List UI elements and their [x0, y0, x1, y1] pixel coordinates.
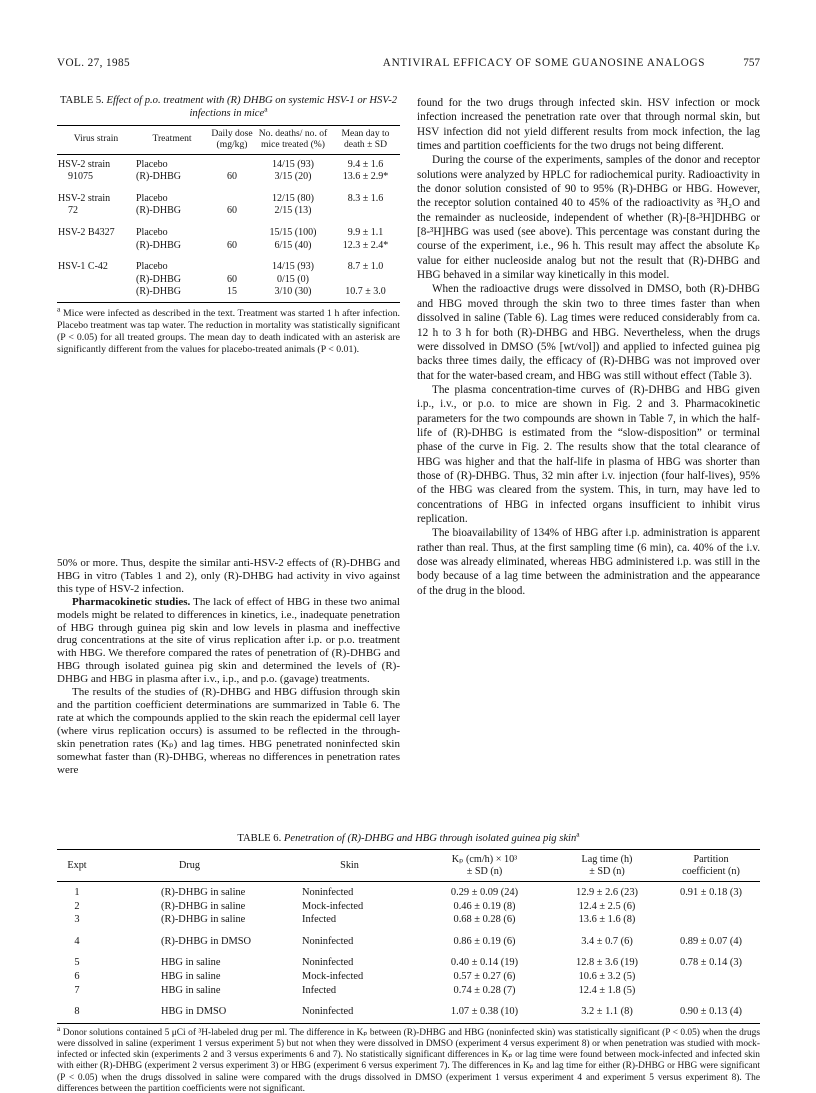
table-cell: 8 — [74, 1006, 80, 1018]
table-row — [57, 948, 760, 970]
table-cell: (R)-DHBG in saline — [161, 887, 246, 898]
right-column-text — [417, 96, 760, 598]
table-cell: 0.74 ± 0.28 (7) — [453, 984, 516, 996]
table-cell: 3 — [74, 914, 80, 926]
table-cell: 60 — [227, 273, 237, 285]
table-cell — [209, 252, 255, 273]
table-6-caption — [57, 829, 760, 845]
table-6-footnote-text: Donor solutions contained 5 μCi of ³H-labeled drug per ml. The difference in Kₚ between (R)-DHBG and HBG (noninfected skin) was statistically significant (P < 0.05) when the drugs were dissolved in saline (experiment 1 versus experiment 5) but not when they were dissolved in DMSO (experiment 4 versus experiment 8) or when penetration was studied with mock-infected or infected skin (experiments 2 and 3 versus experiments 6 and 7). No statistically significant differences in Kₚ or lag time were found between mock-infected and infected skin with either (R)-DHBG (experiment 2 versus experiment 3) or HBG (experiment 6 versus experiment 7). The differences in Kₚ and lag time for either (R)-DHBG or HBG were significant (P < 0.05) when the drugs dissolved in saline were compared with the drugs dissolved in DMSO (experiment 1 versus experiment 4 and experiment 5 versus experiment 8). The differences between the partition coefficients were not significant. — [57, 1027, 760, 1093]
table-cell: Noninfected — [302, 957, 354, 969]
table-6-grid — [57, 849, 760, 1024]
page-number: 757 — [743, 57, 760, 69]
table-cell: 13.6 ± 1.6 (8) — [578, 914, 636, 926]
table-row — [57, 154, 400, 171]
table-cell: 7 — [74, 984, 80, 996]
header-line: Kₚ (cm/h) × 10³ — [451, 854, 518, 865]
paragraph: When the radioactive drugs were dissolved in DMSO, both (R)-DHBG and HBG moved through the skin two to three times faster than when dissolved in saline (Table 6). Lag times were reduced considerably from ca. 12 h to 3 h for both (R)-DHBG and HBG. Nevertheless, when the drugs were dissolved in DMSO (5% [wt/vol]) and applied to infected guinea pig backs three times daily, the efficacy of (R)-DHBG was not improved over that for the water-based cream, and HBG was still without effect (Table 3). — [417, 283, 760, 382]
table-cell: 13.6 ± 2.9* — [342, 171, 389, 183]
table-cell: Mock-infected — [302, 970, 364, 982]
table-cell: HBG in saline — [161, 970, 221, 982]
table-cell: 8.7 ± 1.0 — [347, 260, 384, 272]
table-cell: 2/15 (13) — [274, 205, 312, 217]
table-cell: 3/15 (20) — [274, 171, 312, 183]
table-cell: (R)-DHBG in DMSO — [161, 935, 252, 947]
header-line: Drug — [179, 859, 200, 871]
table-6-label: TABLE 6. — [237, 833, 282, 844]
table-cell: 15/15 (100) — [269, 226, 317, 238]
table-5-label: TABLE 5. — [59, 95, 104, 106]
volume-info: VOL. 27, 1985 — [57, 57, 130, 69]
paragraph-text: The lack of effect of HBG in these two animal models might be related to differences in kinetics, i.e., inadequate penetration of HBG through guinea pig skin and low levels in plasma and ineffective drug concentrations at the site of virus replication after i.p. or p.o. treatment with HBG. We therefore compared the rates of penetration of (R)-DHBG and HBG through isolated guinea pig skin and determined the levels of (R)-DHBG and HBG in plasma after i.v., i.p., and p.o. (gavage) treatments. — [57, 595, 400, 686]
table-5-footnote-text: Mice were infected as described in the text. Treatment was started 1 h after infection. Placebo treatment was tap water. The reduction in mortality was statistically significant (P < 0.05) for all treated groups. The mean day to death indicated with an asterisk are significantly different from the values for placebo-treated animals (P < 0.01). — [57, 308, 400, 355]
table-cell: 10.7 ± 3.0 — [345, 286, 386, 298]
table-cell: 14/15 (93) — [272, 158, 314, 170]
table-cell: 6 — [74, 970, 80, 982]
running-title: ANTIVIRAL EFFICACY OF SOME GUANOSINE ANALOGS — [382, 57, 706, 69]
column-header-skin — [282, 850, 417, 882]
table-row — [57, 984, 760, 998]
table-cell: Noninfected — [302, 887, 354, 898]
left-column-text — [57, 557, 400, 776]
table-row — [57, 882, 760, 900]
table-6-footnote — [57, 1023, 760, 1093]
table-cell: Placebo — [136, 260, 168, 272]
table-row — [57, 252, 400, 273]
paragraph: During the course of the experiments, samples of the donor and receptor solutions were analyzed by HPLC for radiochemical purity. Radioactivity in the donor solution consisted of 90 to 95% (R)-DHBG or HBG. However, the receptor solution contained 40 to 45% of the radioactivity as ³H₂O and the remainder as nucleoside, independent of whether (R)-[8-³H]DHBG or [8-³H]HBG was used (see above). This percentage was constant during the course of the experiment, i.e., 96 h. This result may affect the absolute Kₚ value for either nucleoside analog but not the result that (R)-DHBG and HBG behaved in a similar way kinetically in this model. — [417, 154, 760, 282]
table-row — [57, 273, 400, 286]
table-5-section — [57, 94, 400, 355]
table-cell — [331, 273, 400, 286]
table-cell: HSV-2 strain — [58, 192, 111, 204]
table-cell: HSV-2 B4327 — [58, 226, 115, 238]
table-cell: 12.4 ± 2.5 (6) — [578, 900, 636, 912]
paragraph: The plasma concentration-time curves of (R)-DHBG and HBG given i.p., i.v., or p.o. to mice are shown in Fig. 2 and 3. Pharmacokinetic parameters for the two compounds are shown in Table 7, in which the half-life of (R)-DHBG is estimated from the “slow-disposition” or terminal phase of the curve in Fig. 2. The results show that the total clearance of HBG was higher and that the half-life in plasma of HBG was shorter than those of (R)-DHBG. Thus, 32 min after i.v. injection (four half-lives), 95% of the HBG was cleared from the system. This, in turn, may have led to concentrations of HBG in infected organs insufficient to inhibit virus replication. — [417, 383, 760, 525]
table-cell: 5 — [74, 957, 80, 969]
table-cell: 0.29 ± 0.09 (24) — [450, 887, 519, 898]
table-row — [57, 900, 760, 914]
table-row — [57, 218, 400, 239]
table-cell — [57, 239, 135, 252]
table-cell: HSV-2 strain — [58, 158, 111, 170]
table-cell — [209, 184, 255, 205]
table-row — [57, 286, 400, 303]
table-cell: 0.46 ± 0.19 (8) — [453, 900, 516, 912]
paragraph: found for the two drugs through infected skin. HSV infection or mock infection increased the penetration rate over that through normal skin, but HSV infection did not yield different results from mock infection, the lag times and partition coefficients for the two drugs not being different. — [417, 97, 760, 153]
table-cell: 3/10 (30) — [274, 286, 312, 298]
table-cell: 0.57 ± 0.27 (6) — [453, 970, 516, 982]
footnote-marker: a — [57, 305, 61, 314]
table-cell: 1.07 ± 0.38 (10) — [450, 1006, 519, 1018]
table-header-row — [57, 850, 760, 882]
paragraph: The results of the studies of (R)-DHBG and HBG diffusion through skin and the partition coefficient determinations are summarized in Table 6. The rate at which the compounds applied to the skin reach the epidermal cell layer (where virus replication occurs) is assumed to be reflected in the through-skin penetration rates (Kₚ) and lag times. HBG penetrated noninfected skin somewhat faster than (R)-DHBG, whereas no differences in penetration rates were — [57, 686, 401, 776]
table-cell: Placebo — [136, 158, 168, 170]
column-header-drug — [97, 850, 282, 882]
header-line: coefficient (n) — [682, 865, 740, 877]
table-cell: (R)-DHBG in saline — [161, 914, 246, 926]
column-header-deaths: No. deaths/ no. of mice treated (%) — [255, 126, 331, 155]
column-header-expt — [57, 850, 97, 882]
table-cell: Placebo — [136, 192, 168, 204]
table-5-grid — [57, 125, 400, 303]
table-cell — [662, 970, 760, 984]
table-row — [57, 997, 760, 1023]
table-5-caption-footnote-marker: a — [264, 104, 268, 114]
column-header-partition — [662, 850, 760, 882]
table-cell: 14/15 (93) — [272, 260, 314, 272]
column-header-mean-day: Mean day to death ± SD — [331, 126, 400, 155]
footnote-marker: a — [57, 1023, 61, 1033]
table-cell: (R)-DHBG — [136, 239, 181, 251]
running-head — [57, 57, 760, 69]
table-cell: Infected — [302, 914, 337, 926]
table-cell: HBG in saline — [161, 957, 221, 969]
table-cell: 91075 — [68, 171, 93, 183]
table-5-caption-text: Effect of p.o. treatment with (R) DHBG on systemic HSV-1 or HSV-2 infections in mice — [106, 95, 398, 119]
table-cell — [662, 984, 760, 998]
table-cell: 12/15 (80) — [272, 192, 314, 204]
table-row — [57, 171, 400, 184]
table-6-section — [57, 829, 760, 1093]
table-cell: (R)-DHBG — [136, 273, 181, 285]
table-cell: HSV-1 C-42 — [58, 260, 108, 272]
header-line: ± SD (n) — [466, 865, 503, 877]
header-line: Partition — [693, 854, 729, 865]
paragraph-lead: Pharmacokinetic studies. — [72, 595, 191, 608]
table-cell: 3.2 ± 1.1 (8) — [581, 1006, 633, 1018]
table-cell — [331, 205, 400, 218]
table-5-caption — [57, 94, 400, 120]
table-cell: HBG in DMSO — [161, 1006, 227, 1018]
table-cell: 4 — [74, 935, 80, 947]
table-cell: 0.89 ± 0.07 (4) — [680, 935, 742, 947]
table-cell: 60 — [227, 205, 237, 217]
table-cell: Mock-infected — [302, 900, 364, 912]
table-cell: HBG in saline — [161, 984, 221, 996]
table-cell: 60 — [227, 239, 237, 251]
table-row — [57, 184, 400, 205]
table-cell — [662, 900, 760, 914]
header-line: Lag time (h) — [581, 854, 633, 865]
table-6-caption-footnote-marker: a — [576, 829, 580, 839]
table-row — [57, 239, 400, 252]
column-header-kp — [417, 850, 552, 882]
table-cell — [209, 154, 255, 171]
table-cell: (R)-DHBG — [136, 205, 181, 217]
table-cell: 2 — [74, 900, 80, 912]
table-cell: 0.68 ± 0.28 (6) — [453, 914, 516, 926]
table-cell: Placebo — [136, 226, 168, 238]
table-cell: 60 — [227, 171, 237, 183]
table-row — [57, 913, 760, 927]
table-cell: 3.4 ± 0.7 (6) — [581, 935, 633, 947]
table-cell: 8.3 ± 1.6 — [347, 192, 384, 204]
table-row — [57, 927, 760, 949]
table-cell: 9.4 ± 1.6 — [347, 158, 384, 170]
table-header-row — [57, 126, 400, 155]
table-cell: 0.91 ± 0.18 (3) — [680, 887, 742, 898]
table-cell: (R)-DHBG — [136, 286, 181, 298]
table-cell: 6/15 (40) — [274, 239, 312, 251]
table-cell: 1 — [74, 887, 80, 898]
column-header-virus-strain: Virus strain — [57, 126, 135, 155]
table-cell: 0.78 ± 0.14 (3) — [680, 957, 742, 969]
table-cell: 12.9 ± 2.6 (23) — [576, 887, 638, 898]
table-cell: 0.86 ± 0.19 (6) — [453, 935, 516, 947]
table-cell: 15 — [227, 286, 237, 298]
table-cell: Noninfected — [302, 1006, 354, 1018]
table-cell: 12.8 ± 3.6 (19) — [576, 957, 638, 969]
table-5-footnote — [57, 305, 400, 355]
paragraph: 50% or more. Thus, despite the similar anti-HSV-2 effects of (R)-DHBG and HBG in vitro (Tables 1 and 2), only (R)-DHBG had activity in vivo against this type of HSV-2 infection. — [57, 557, 400, 595]
table-cell — [209, 218, 255, 239]
table-row — [57, 970, 760, 984]
column-header-daily-dose: Daily dose (mg/kg) — [209, 126, 255, 155]
table-cell: 0.90 ± 0.13 (4) — [680, 1006, 742, 1018]
table-row — [57, 205, 400, 218]
table-cell: 0/15 (0) — [277, 273, 309, 285]
header-line: Expt — [67, 859, 87, 871]
paragraph — [57, 596, 400, 686]
header-line: ± SD (n) — [589, 865, 625, 877]
table-cell: 72 — [68, 205, 78, 217]
column-header-treatment: Treatment — [135, 126, 209, 155]
table-cell: 9.9 ± 1.1 — [347, 226, 384, 238]
column-header-lag-time — [552, 850, 662, 882]
table-cell — [57, 286, 135, 303]
table-cell: (R)-DHBG — [136, 171, 181, 183]
paragraph: The bioavailability of 134% of HBG after i.p. administration is apparent rather than real. Thus, at the first sampling time (6 min), ca. 40% of the i.v. dose was already eliminated, whereas HBG administered i.p. was still in the body because of a lag time between the administration and the appearance of the drug in the blood. — [417, 527, 760, 597]
table-cell: 12.3 ± 2.4* — [342, 239, 389, 251]
table-cell — [57, 273, 135, 286]
table-cell: 10.6 ± 3.2 (5) — [578, 970, 636, 982]
table-cell — [662, 913, 760, 927]
table-6-caption-text: Penetration of (R)-DHBG and HBG through isolated guinea pig skin — [283, 833, 577, 844]
table-cell: Infected — [302, 984, 337, 996]
header-line: Skin — [340, 859, 359, 871]
table-cell: 12.4 ± 1.8 (5) — [578, 984, 636, 996]
table-cell: (R)-DHBG in saline — [161, 900, 246, 912]
table-cell: 0.40 ± 0.14 (19) — [450, 957, 519, 969]
table-cell: Noninfected — [302, 935, 354, 947]
